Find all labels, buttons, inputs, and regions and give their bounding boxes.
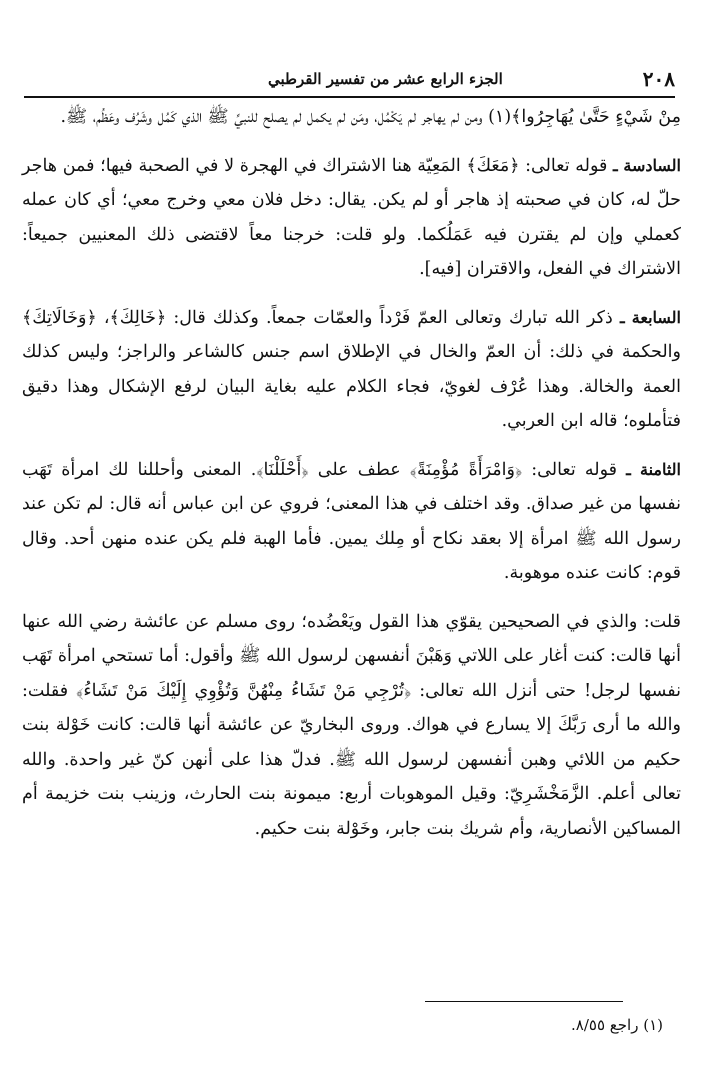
section-label: السابعة ـ (619, 307, 681, 327)
paragraph-text: قوله تعالى: ﴿مَعَكَ﴾ المَعِيّة هنا الاشتراك في الهجرة لا في الصحبة فيها؛ فمن هاجر حلّ له، كان في صحبته إذ هاجر أو لم يكن. يقال: دخل فلان معي وخرج معي؛ أي كان عمله كعملي وإن لم يقترن فيه عَمَلُكما. ولو قلت: خرجنا معاً لاقتضى ذلك المعنيين جميعاً: الاشتراك في الفعل، والاقتران [فيه]. (22, 155, 681, 279)
running-title: الجزء الرابع عشر من تفسير القرطبي (267, 70, 503, 88)
paragraph-sixth (22, 149, 681, 287)
paragraph-text: قوله تعالى: ﴿وَامْرَأَةً مُؤْمِنَةً﴾ عطف على ﴿أَحْلَلْنَا﴾. المعنى وأحللنا لك امرأة تَهَب نفسها من غير صداق. وقد اختلف في هذا المعنى؛ فروي عن ابن عباس أنه قال: لم تكن عند رسول الله ﷺ امرأة إلا بعقد نكاح أو مِلك يمين. فأما الهبة فلم يكن عنده منهن أحد. وقال قوم: كانت عنده موهوبة. (22, 459, 681, 583)
paragraph-text: ذكر الله تبارك وتعالى العمّ فَرْداً والعمّات جمعاً. وكذلك قال: ﴿خَالِكَ﴾، ﴿وَخَالَاتِكَ﴾ والحكمة في ذلك: أن العمّ والخال في الإطلاق اسم جنس كالشاعر والراجز؛ وليس كذلك العمة والخالة. وهذا عُرْف لغويّ، فجاء الكلام عليه بغاية البيان لرفع الإشكال وهذا دقيق فتأملوه؛ قاله ابن العربي. (22, 307, 681, 431)
section-label: الثامنة ـ (626, 459, 681, 479)
section-label: السادسة ـ (613, 155, 681, 175)
paragraph-text: قلت: والذي في الصحيحين يقوّي هذا القول ويَعْضُده؛ روى مسلم عن عائشة رضي الله عنها أنها قالت: كنت أغار على اللاتي وَهَبْنَ أنفسهن لرسول الله ﷺ وأقول: أما تستحي امرأة تَهَب نفسها لرجل! حتى أنزل الله تعالى: ﴿تُرْجِي مَنْ تَشَاءُ مِنْهُنَّ وَتُؤْوِي إِلَيْكَ مَنْ تَشَاءُ﴾ فقلت: والله ما أرى رَبَّكَ إلا يسارع في هواك. وروى البخاريّ عن عائشة أنها قالت: كانت خَوْلة بنت حكيم من اللائي وهبن أنفسهن لرسول الله ﷺ. فدلّ هذا على أنهن كنّ غير واحدة. والله تعالى أعلم. الزَّمَخْشَرِيّ: وقيل الموهوبات أربع: ميمونة بنت الحارث، وزينب بنت خزيمة أم المساكين الأنصارية، وأم شريك بنت جابر، وخَوْلة بنت حكيم. (22, 611, 681, 839)
page-number: ٢٠٨ (642, 67, 675, 91)
page-header (24, 62, 675, 98)
paragraph-continuation (22, 100, 681, 135)
page-body (22, 100, 681, 846)
paragraph-commentary (22, 605, 681, 847)
footnote: (١) راجع ٨/٥٥. (571, 1016, 663, 1034)
footnote-divider (425, 1001, 623, 1002)
paragraph-seventh (22, 301, 681, 439)
paragraph-eighth (22, 453, 681, 591)
paragraph-text: مِنْ شَيْءٍ حَتَّىٰ يُهَاجِرُوا﴾(١) ومن لم يهاجر لم يَكْمُل، ومَن لم يكمل لم يصلح للنبيِّ ﷺ الذي كَمُل وشَرُف وعَظُم، ﷺ. (60, 107, 681, 127)
